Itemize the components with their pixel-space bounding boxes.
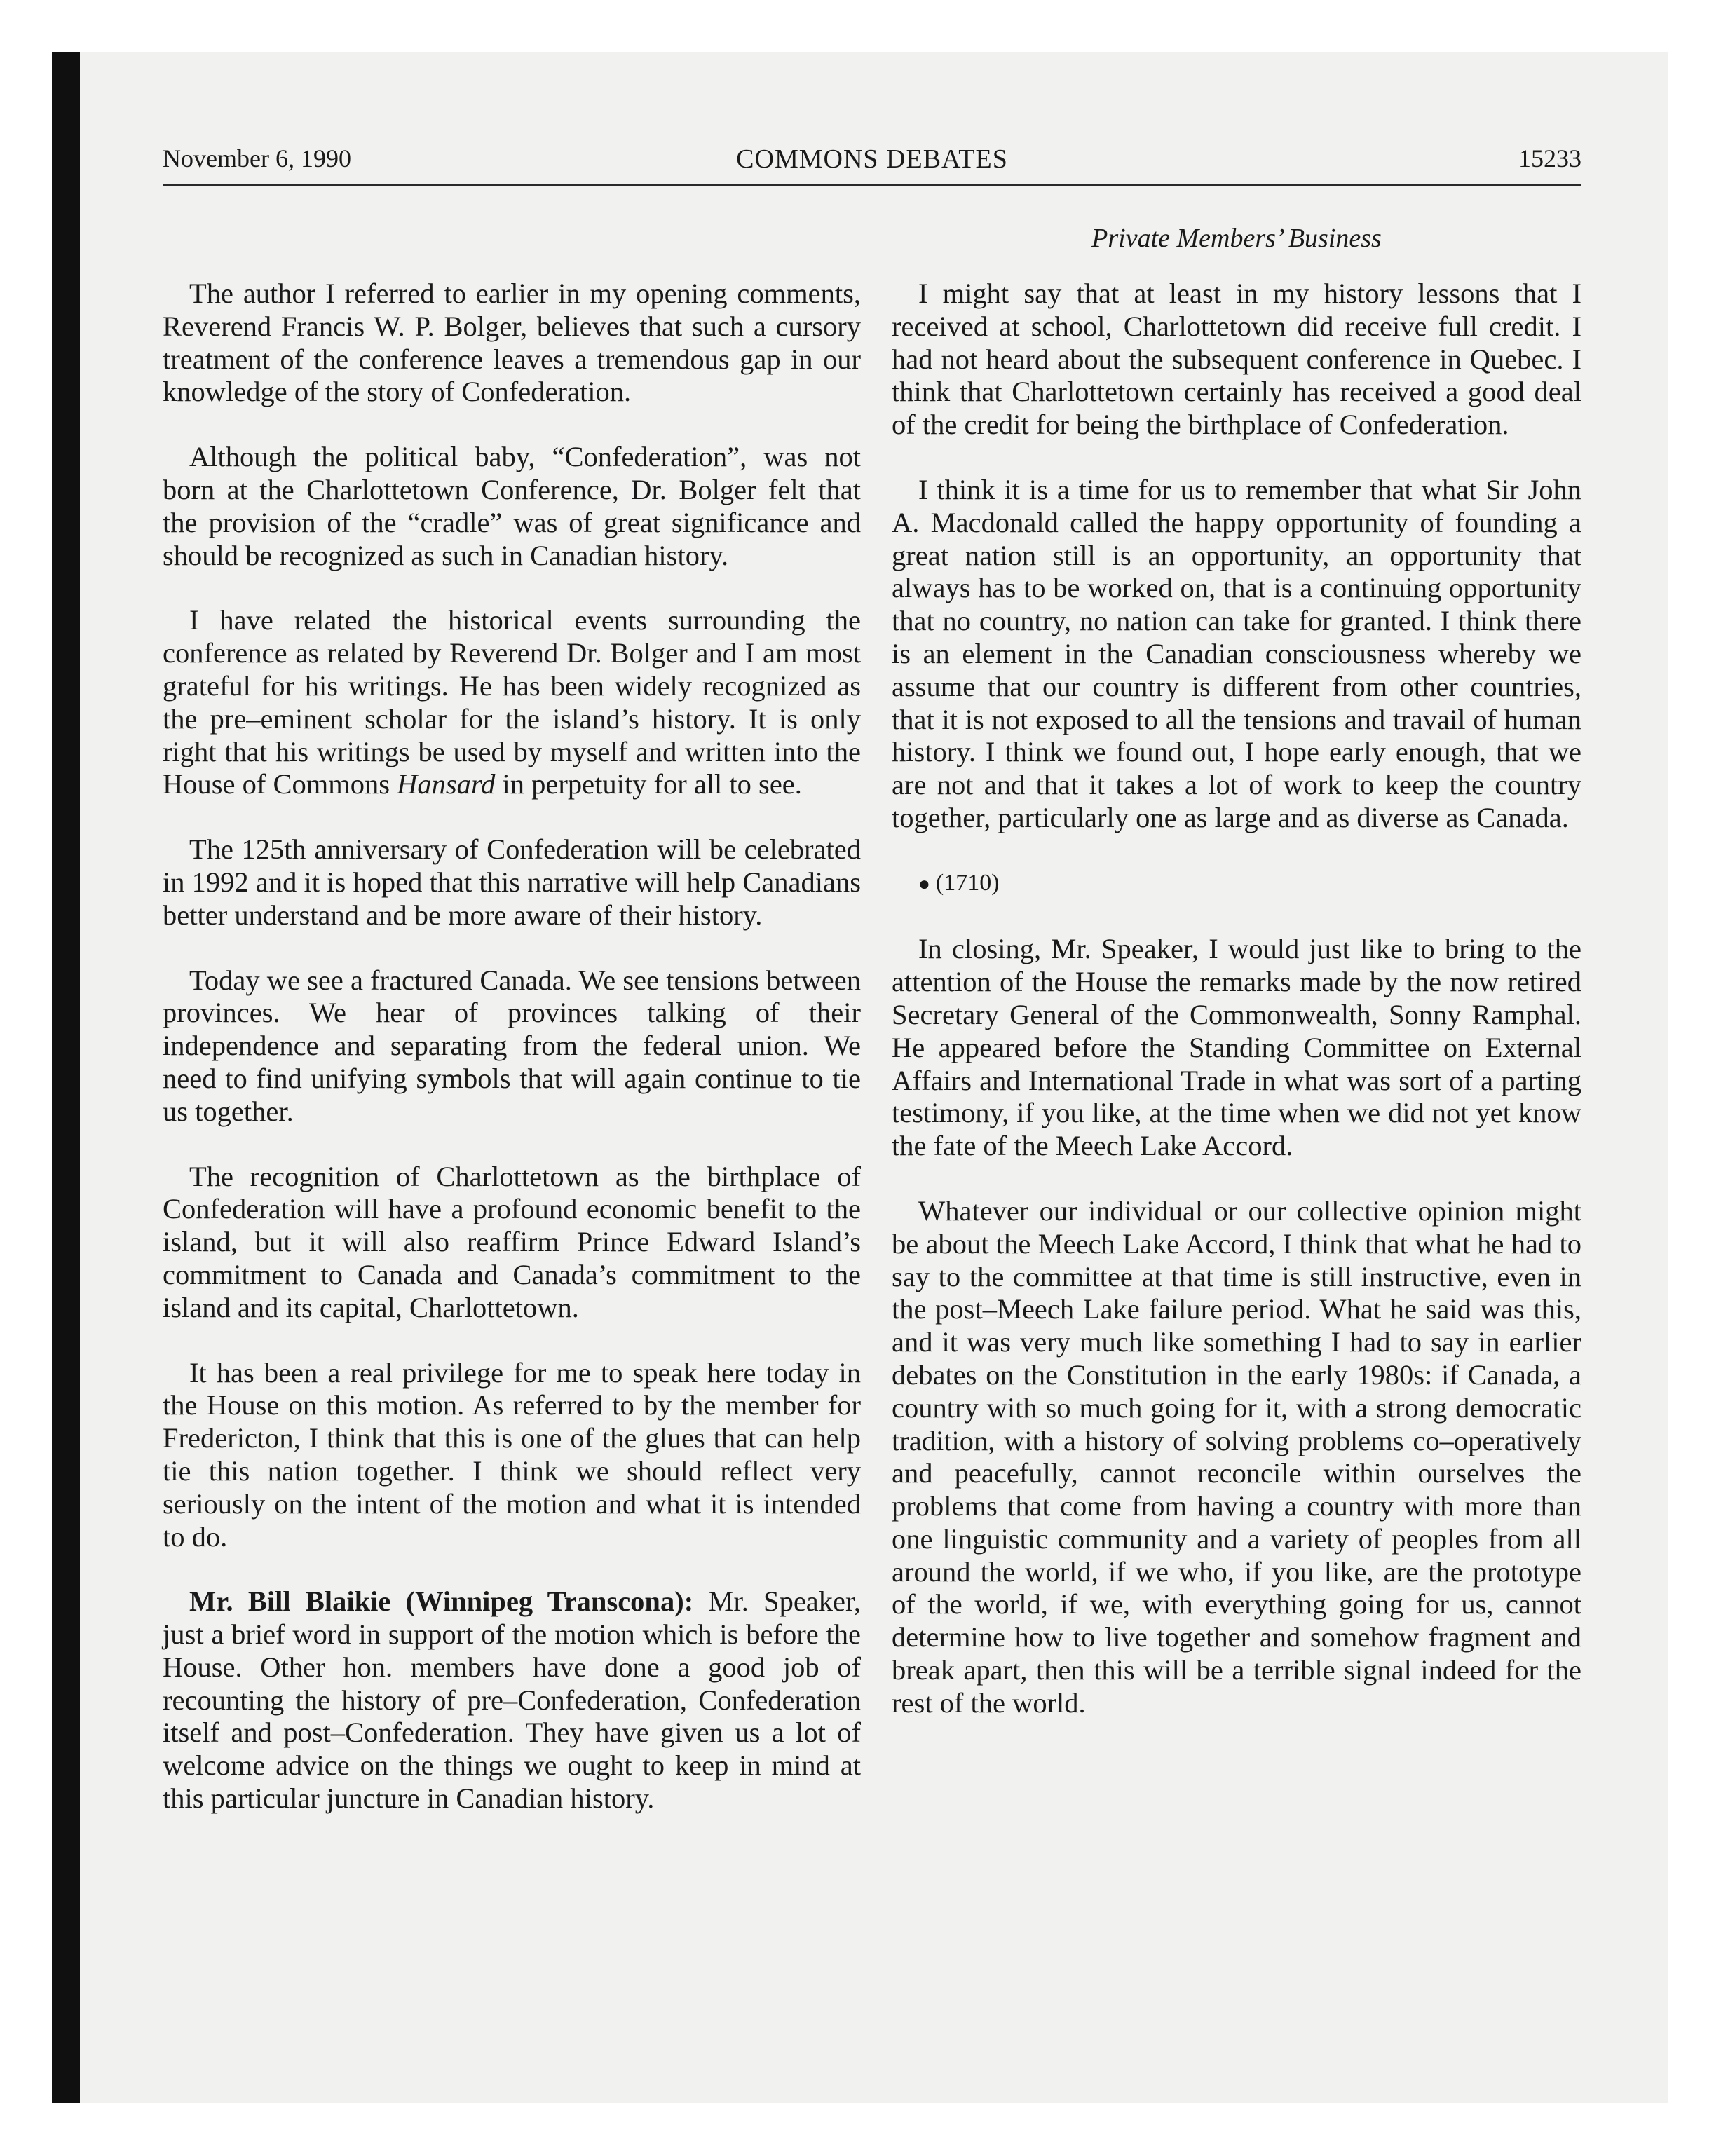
paragraph-text: Mr. Speaker, just a brief word in support of the motion which is before the House. Other hon. members have done a good job of recounting the history of pre–Confederation, Confederation itself and post–Confederation. They have given us a lot of welcome advice on the things we ought to keep in mind at this particular juncture in Canadian history. xyxy=(163,1585,861,1815)
paragraph-text: in perpetuity for all to see. xyxy=(495,768,802,800)
paragraph: Whatever our individual or our collective opinion might be about the Meech Lake Accord, I think that what he had to say to the committee at that time is still instructive, even in the post–Meech Lake failure period. What he said was this, and it was very much like something I had to say in earlier debates on the Constitution in the early 1980s: if Canada, a country with so much going for it, with a strong democratic tradition, with a history of solving problems co–operatively and peacefully, cannot reconcile within ourselves the problems that come from having a country with more than one linguistic community and a variety of peoples from all around the world, if we who, if you like, are the prototype of the world, if we, with everything going for us, cannot determine how to live together and somehow fragment and break apart, then this will be a terrible signal indeed for the rest of the world. xyxy=(892,1194,1581,1719)
paragraph: Today we see a fractured Canada. We see tensions between provinces. We hear of provinces talking of their independence and separating from the federal union. We need to find unifying symbols that will again continue to tie us together. xyxy=(163,964,861,1127)
hansard-italic: Hansard xyxy=(397,768,496,800)
paragraph xyxy=(163,604,861,801)
header-date: November 6, 1990 xyxy=(163,144,351,172)
page-binding-edge xyxy=(52,52,80,2103)
right-column xyxy=(892,278,1581,1752)
paragraph: I might say that at least in my history lessons that I received at school, Charlottetown did receive full credit. I had not heard about the subsequent conference in Quebec. I think that Charlottetown certainly has received a good deal of the credit for being the birthplace of Confederation. xyxy=(892,278,1581,441)
timestamp-text: (1710) xyxy=(935,869,1000,896)
paragraph-text: I have related the historical events surrounding the conference as related by Reverend Dr. Bolger and I am most grateful for his writings. He has been widely recognized as the pre–eminent scholar for the island’s history. It is only right that his writings be used by myself and written into the House of Commons xyxy=(163,604,861,800)
paragraph: Although the political baby, “Confederation”, was not born at the Charlottetown Conference, Dr. Bolger felt that the provision of the “cradle” was of great significance and should be recognized as such in Canadian history. xyxy=(163,441,861,571)
paragraph: The 125th anniversary of Confederation will be celebrated in 1992 and it is hoped that this narrative will help Canadians better understand and be more aware of their history. xyxy=(163,833,861,931)
bullet-icon: ● xyxy=(918,873,930,895)
paragraph: I think it is a time for us to remember that what Sir John A. Macdonald called the happy opportunity of founding a great nation still is an opportunity, an opportunity that always has to be worked on, that is a continuing opportunity that no country, no nation can take for granted. I think there is an element in the Canadian consciousness whereby we assume that our country is different from other countries, that it is not exposed to all the tensions and travail of human history. I think we found out, I hope early enough, that we are not and that it takes a lot of work to keep the country together, particularly one as large and as diverse as Canada. xyxy=(892,473,1581,833)
timestamp xyxy=(892,867,1581,901)
page-header xyxy=(163,144,1581,186)
paragraph: In closing, Mr. Speaker, I would just like to bring to the attention of the House the remarks made by the now retired Secretary General of the Commonwealth, Sonny Ramphal. He appeared before the Standing Committee on External Affairs and International Trade in what was sort of a parting testimony, if you like, at the time when we did not yet know the fate of the Meech Lake Accord. xyxy=(892,933,1581,1162)
header-rule xyxy=(163,184,1581,186)
paragraph xyxy=(163,1585,861,1815)
section-title: Private Members’ Business xyxy=(1091,224,1382,253)
left-column xyxy=(163,278,861,1848)
speaker-name: Mr. Bill Blaikie (Winnipeg Transcona): xyxy=(189,1585,694,1618)
paragraph: It has been a real privilege for me to speak here today in the House on this motion. As referred to by the member for Fredericton, I think that this is one of the glues that can help tie this nation together. I think we should reflect very seriously on the intent of the motion and what it is intended to do. xyxy=(163,1356,861,1553)
paragraph: The recognition of Charlottetown as the birthplace of Confederation will have a profound economic benefit to the island, but it will also reaffirm Prince Edward Island’s commitment to Canada and Canada’s commitment to the island and its capital, Charlottetown. xyxy=(163,1160,861,1323)
paragraph: The author I referred to earlier in my opening comments, Reverend Francis W. P. Bolger, believes that such a cursory treatment of the conference leaves a tremendous gap in our knowledge of the story of Confederation. xyxy=(163,278,861,408)
header-title: COMMONS DEBATES xyxy=(736,144,1008,174)
header-page-number: 15233 xyxy=(1518,144,1581,172)
